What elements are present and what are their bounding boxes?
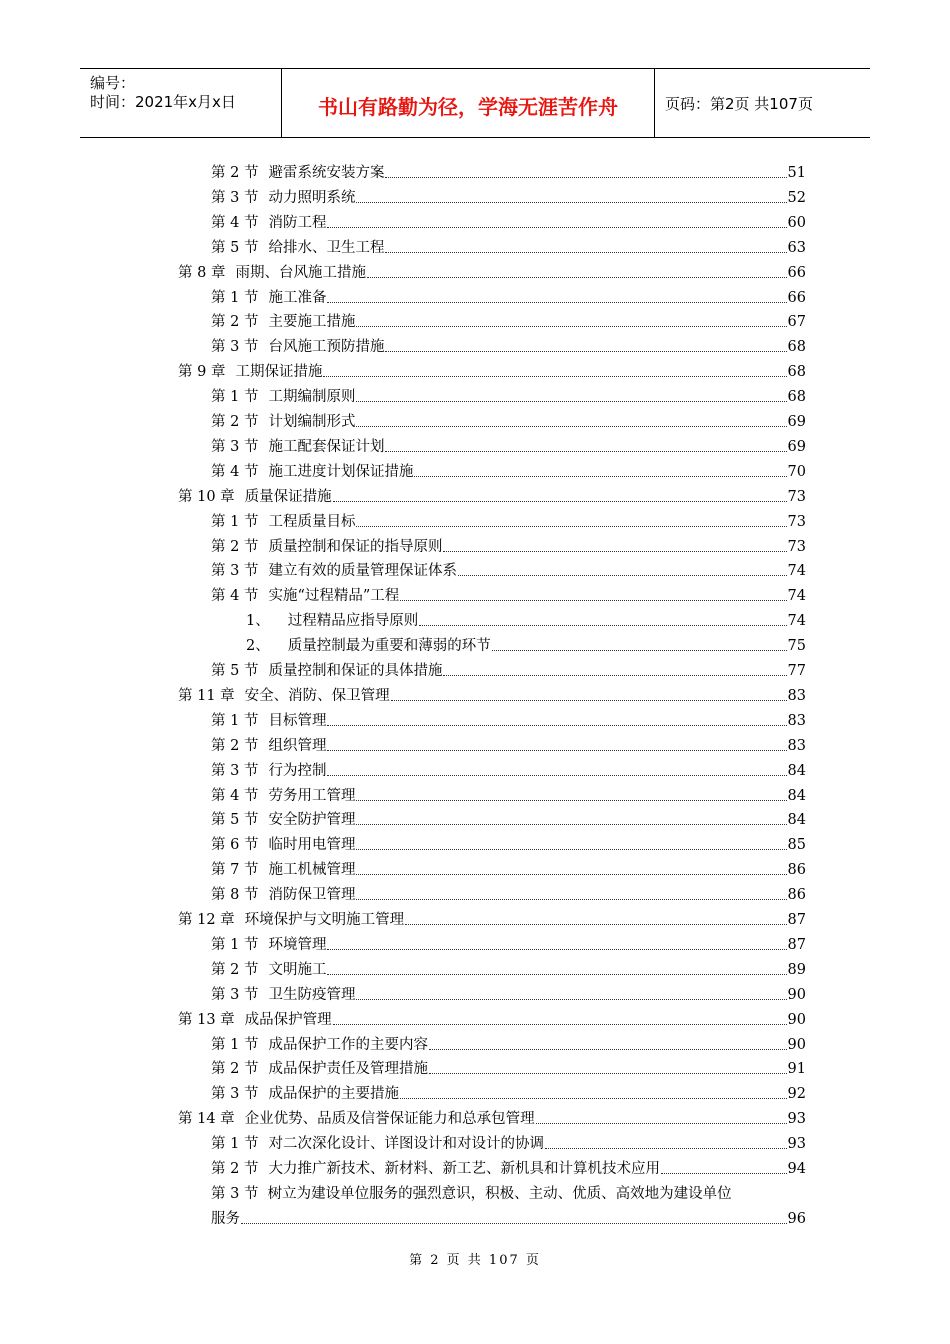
toc-entry-page: 90 <box>787 1036 806 1053</box>
page-header <box>80 68 870 138</box>
toc-dot-leader <box>356 526 786 527</box>
toc-entry-page: 73 <box>787 538 806 555</box>
toc-entry-title: 质量控制最为重要和薄弱的环节 <box>287 638 491 655</box>
toc-entry[interactable] <box>211 556 806 580</box>
toc-entry-page: 87 <box>787 936 806 953</box>
header-page-cell <box>655 69 870 137</box>
toc-entry-page: 86 <box>787 862 806 879</box>
toc-entry[interactable] <box>211 432 806 456</box>
toc-entry-label: 第 9 章 <box>178 364 226 381</box>
toc-dot-leader <box>429 1073 787 1074</box>
page-indicator: 页码：第2页 共107页 <box>665 95 813 113</box>
toc-entry-title: 施工机械管理 <box>268 862 356 879</box>
toc-entry[interactable] <box>211 1129 806 1153</box>
toc-entry[interactable] <box>246 606 806 630</box>
toc-dot-leader <box>385 252 786 253</box>
toc-entry-label: 第 10 章 <box>178 488 235 505</box>
toc-entry-title: 成品保护工作的主要内容 <box>268 1036 428 1053</box>
toc-entry-last-line2[interactable] <box>211 1204 806 1228</box>
toc-entry-page: 84 <box>787 762 806 779</box>
toc-entry-title: 临时用电管理 <box>268 837 356 854</box>
toc-entry-title: 质量控制和保证的具体措施 <box>268 663 443 679</box>
toc-entry-label: 第 12 章 <box>178 912 235 928</box>
toc-dot-leader <box>327 302 786 303</box>
toc-entry[interactable] <box>178 1005 806 1029</box>
toc-dot-leader <box>661 1173 787 1174</box>
toc-dot-leader <box>356 800 786 801</box>
toc-entry[interactable] <box>211 581 806 605</box>
toc-entry-label: 第 1 节 <box>211 1036 259 1053</box>
toc-entry[interactable] <box>211 756 806 780</box>
toc-entry[interactable] <box>211 731 806 755</box>
toc-entry-title: 施工准备 <box>268 289 327 306</box>
toc-entry-page: 74 <box>787 563 806 580</box>
toc-entry[interactable] <box>211 1079 806 1103</box>
toc-entry-title: 环境管理 <box>268 936 327 953</box>
toc-dot-leader <box>356 874 786 875</box>
toc-dot-leader <box>356 824 786 825</box>
toc-entry-page: 69 <box>787 438 806 455</box>
toc-entry-label: 第 4 节 <box>211 463 259 480</box>
header-meta-cell <box>80 69 281 137</box>
toc-entry-page: 75 <box>787 638 806 655</box>
toc-entry-title: 计划编制形式 <box>268 414 356 430</box>
toc-dot-leader <box>327 775 786 776</box>
toc-entry[interactable] <box>211 955 806 979</box>
toc-entry[interactable] <box>211 307 806 331</box>
toc-entry-label: 第 1 节 <box>211 289 259 306</box>
toc-entry-label: 1、 <box>246 613 270 630</box>
toc-entry[interactable] <box>246 631 806 655</box>
toc-entry[interactable] <box>211 233 806 257</box>
toc-entry-title: 企业优势、品质及信誉保证能力和总承包管理 <box>244 1111 535 1128</box>
toc-entry[interactable] <box>211 805 806 829</box>
toc-entry-label: 第 1 节 <box>211 513 259 530</box>
toc-entry-label: 第 3 节 <box>211 189 259 206</box>
toc-entry[interactable] <box>211 283 806 307</box>
toc-dot-leader <box>356 849 786 850</box>
toc-entry-label: 第 2 节 <box>211 1061 259 1078</box>
toc-dot-leader <box>414 476 786 477</box>
toc-entry-label: 第 3 节 <box>211 1086 259 1103</box>
toc-entry-page: 77 <box>787 663 806 679</box>
toc-entry-title: 工期保证措施 <box>235 364 323 381</box>
toc-entry-title: 文明施工 <box>268 961 327 978</box>
toc-entry[interactable] <box>178 905 806 929</box>
toc-entry-label: 第 2 节 <box>211 1161 259 1177</box>
toc-entry[interactable] <box>211 706 806 730</box>
toc-entry-title: 目标管理 <box>268 712 327 729</box>
toc-entry[interactable] <box>178 482 806 506</box>
toc-entry[interactable] <box>211 158 806 182</box>
toc-entry-label: 第 2 节 <box>211 961 259 978</box>
toc-entry-page: 90 <box>787 986 806 1003</box>
toc-entry-title-cont: 服务 <box>211 1210 240 1227</box>
toc-dot-leader <box>327 974 786 975</box>
toc-entry-page: 91 <box>787 1061 806 1078</box>
toc-entry-label: 第 3 节 <box>211 986 259 1003</box>
toc-entry-label: 第 6 节 <box>211 837 259 854</box>
toc-entry-label: 第 8 节 <box>211 887 259 904</box>
toc-entry-title: 动力照明系统 <box>268 189 356 206</box>
toc-dot-leader <box>327 725 786 726</box>
toc-entry-page: 67 <box>787 314 806 331</box>
toc-dot-leader <box>356 899 786 900</box>
toc-entry-page: 84 <box>787 812 806 829</box>
toc-entry-page: 96 <box>787 1210 806 1227</box>
toc-entry[interactable] <box>211 930 806 954</box>
toc-dot-leader <box>492 650 787 651</box>
toc-entry[interactable] <box>211 208 806 232</box>
toc-entry-title: 台风施工预防措施 <box>268 339 385 356</box>
toc-entry-title: 成品保护的主要措施 <box>268 1086 399 1103</box>
toc-entry-label: 第 5 节 <box>211 812 259 829</box>
toc-entry-label: 2、 <box>246 638 270 655</box>
toc-dot-leader <box>385 451 786 452</box>
toc-entry[interactable] <box>211 1054 806 1078</box>
toc-entry-label: 第 4 节 <box>211 214 259 231</box>
toc-entry-title: 质量保证措施 <box>244 488 332 505</box>
toc-entry-page: 63 <box>787 239 806 256</box>
toc-entry-label: 第 2 节 <box>211 737 259 754</box>
toc-entry-title: 消防保卫管理 <box>268 887 356 904</box>
toc-dot-leader <box>356 202 786 203</box>
toc-dot-leader <box>545 1148 787 1149</box>
toc-dot-leader <box>327 949 786 950</box>
toc-entry-label: 第 4 节 <box>211 588 259 605</box>
toc-entry-page: 51 <box>787 165 806 181</box>
toc-entry[interactable] <box>211 980 806 1004</box>
toc-entry-label: 第 3 节 <box>211 339 259 356</box>
toc-entry-label: 第 4 节 <box>211 787 259 804</box>
toc-entry-label: 第 2 节 <box>211 314 259 331</box>
toc-dot-leader <box>536 1123 787 1124</box>
toc-entry-title: 消防工程 <box>268 214 327 231</box>
toc-entry[interactable] <box>211 781 806 805</box>
toc-entry[interactable] <box>211 656 806 680</box>
toc-entry-title: 实施“过程精品”工程 <box>268 588 400 605</box>
toc-dot-leader <box>356 401 786 402</box>
toc-entry-page: 85 <box>787 837 806 854</box>
toc-dot-leader <box>429 1049 787 1050</box>
toc-entry-title: 工期编制原则 <box>268 389 356 406</box>
toc-entry-page: 93 <box>787 1136 806 1153</box>
toc-entry-title: 大力推广新技术、新材料、新工艺、新机具和计算机技术应用 <box>268 1161 660 1177</box>
toc-dot-leader <box>327 227 786 228</box>
header-motto-cell <box>281 69 655 137</box>
toc-entry[interactable] <box>211 183 806 207</box>
toc-entry-page: 74 <box>787 613 806 630</box>
toc-entry-title: 安全、消防、保卫管理 <box>244 687 390 704</box>
toc-dot-leader <box>443 551 786 552</box>
toc-entry-page: 93 <box>787 1111 806 1128</box>
toc-dot-leader <box>356 326 786 327</box>
toc-entry-page: 92 <box>787 1086 806 1103</box>
toc-entry-page: 66 <box>787 289 806 306</box>
toc-entry-page: 94 <box>787 1161 806 1177</box>
toc-dot-leader <box>391 700 787 701</box>
toc-entry[interactable] <box>211 332 806 356</box>
motto: 书山有路勤为径，学海无涯苦作舟 <box>318 95 618 119</box>
toc-dot-leader <box>356 426 786 427</box>
toc-entry[interactable] <box>211 457 806 481</box>
toc-entry-page: 90 <box>787 1011 806 1028</box>
toc-entry-title: 环境保护与文明施工管理 <box>244 912 405 928</box>
toc-dot-leader <box>400 600 786 601</box>
toc-entry-title: 劳务用工管理 <box>268 787 356 804</box>
page-footer: 第 2 页 共 107 页 <box>409 1253 541 1268</box>
toc-entry-title: 避雷系统安装方案 <box>268 165 385 181</box>
toc-dot-leader <box>385 351 786 352</box>
toc-entry-title: 质量控制和保证的指导原则 <box>268 538 443 555</box>
toc-entry-title: 施工配套保证计划 <box>268 438 385 455</box>
toc-dot-leader <box>356 999 786 1000</box>
toc-entry[interactable] <box>211 407 806 431</box>
toc-entry-label: 第 1 节 <box>211 936 259 953</box>
toc-dot-leader <box>458 575 787 576</box>
toc-entry-title: 给排水、卫生工程 <box>268 239 385 256</box>
toc-entry-title: 卫生防疫管理 <box>268 986 356 1003</box>
toc-entry-label: 第 5 节 <box>211 239 259 256</box>
toc-entry-label: 第 3 节 <box>211 1185 259 1202</box>
toc-dot-leader <box>405 924 786 925</box>
toc-entry-page: 68 <box>787 339 806 356</box>
toc-entry-title: 雨期、台风施工措施 <box>235 264 366 281</box>
toc-entry-label: 第 3 节 <box>211 563 259 580</box>
toc-entry-page: 83 <box>787 687 806 704</box>
toc-entry-label: 第 5 节 <box>211 663 259 679</box>
toc-entry[interactable] <box>211 830 806 854</box>
toc-entry[interactable] <box>211 1154 806 1178</box>
toc-entry-page: 83 <box>787 737 806 754</box>
toc-entry-title: 对二次深化设计、详图设计和对设计的协调 <box>268 1136 544 1153</box>
toc-entry-page: 52 <box>787 189 806 206</box>
toc-entry-label: 第 2 节 <box>211 414 259 430</box>
time-label: 时间：2021年x月x日 <box>90 93 236 111</box>
toc-entry-label: 第 13 章 <box>178 1011 235 1028</box>
toc-entry-title: 建立有效的质量管理保证体系 <box>268 563 457 580</box>
toc-entry-label: 第 2 节 <box>211 538 259 555</box>
number-label: 编号： <box>90 74 136 92</box>
toc-dot-leader <box>333 1024 787 1025</box>
toc-entry-page: 87 <box>787 912 806 928</box>
toc-entry-title: 成品保护管理 <box>244 1011 332 1028</box>
toc-entry-page: 68 <box>787 389 806 406</box>
toc-dot-leader <box>400 1098 787 1099</box>
toc-entry[interactable] <box>211 382 806 406</box>
toc-entry-label: 第 1 节 <box>211 389 259 406</box>
toc-entry-title: 工程质量目标 <box>268 513 356 530</box>
toc-entry[interactable] <box>211 1030 806 1054</box>
toc-entry[interactable] <box>211 855 806 879</box>
toc-entry-title: 组织管理 <box>268 737 327 754</box>
toc-entry-label: 第 8 章 <box>178 264 226 281</box>
toc-entry-page: 73 <box>787 488 806 505</box>
toc-entry[interactable] <box>178 1104 806 1128</box>
toc-entry[interactable] <box>211 880 806 904</box>
toc-dot-leader <box>333 501 787 502</box>
toc-entry-page: 83 <box>787 712 806 729</box>
toc-dot-leader <box>443 675 786 676</box>
toc-entry-title: 树立为建设单位服务的强烈意识，积极、主动、优质、高效地为建设单位 <box>267 1185 732 1202</box>
toc-entry-page: 86 <box>787 887 806 904</box>
toc-entry-title: 过程精品应指导原则 <box>287 613 419 630</box>
toc-entry-label: 第 2 节 <box>211 165 259 181</box>
toc-dot-leader <box>367 277 787 278</box>
toc-entry[interactable] <box>178 258 806 282</box>
toc-entry[interactable] <box>211 532 806 556</box>
toc-entry-label: 第 1 节 <box>211 1136 259 1153</box>
toc-entry-page: 69 <box>787 414 806 430</box>
toc-entry-page: 66 <box>787 264 806 281</box>
toc-entry-label: 第 3 节 <box>211 762 259 779</box>
toc-entry-title: 行为控制 <box>268 762 327 779</box>
toc-entry-page: 70 <box>787 463 806 480</box>
toc-entry-page: 84 <box>787 787 806 804</box>
toc-entry-page: 74 <box>787 588 806 605</box>
toc-entry-label: 第 11 章 <box>178 687 235 704</box>
toc-entry-label: 第 1 节 <box>211 712 259 729</box>
toc-entry-label: 第 14 章 <box>178 1111 235 1128</box>
toc-dot-leader <box>327 750 786 751</box>
toc-entry-page: 60 <box>787 214 806 231</box>
toc-entry-label: 第 7 节 <box>211 862 259 879</box>
toc-entry-last-line1[interactable] <box>211 1185 806 1203</box>
toc-entry[interactable] <box>211 507 806 531</box>
toc-entry-label: 第 3 节 <box>211 438 259 455</box>
toc-dot-leader <box>419 625 786 626</box>
toc-dot-leader <box>385 177 786 178</box>
toc-entry-title: 安全防护管理 <box>268 812 356 829</box>
toc-entry-title: 主要施工措施 <box>268 314 356 331</box>
toc-entry-title: 成品保护责任及管理措施 <box>268 1061 428 1078</box>
toc-entry[interactable] <box>178 681 806 705</box>
toc-entry-page: 68 <box>787 364 806 381</box>
toc-dot-leader <box>323 376 786 377</box>
toc-dot-leader <box>241 1223 787 1224</box>
toc-entry[interactable] <box>178 357 806 381</box>
toc-entry-page: 89 <box>787 961 806 978</box>
toc-entry-title: 施工进度计划保证措施 <box>268 463 414 480</box>
toc-entry-page: 73 <box>787 513 806 530</box>
